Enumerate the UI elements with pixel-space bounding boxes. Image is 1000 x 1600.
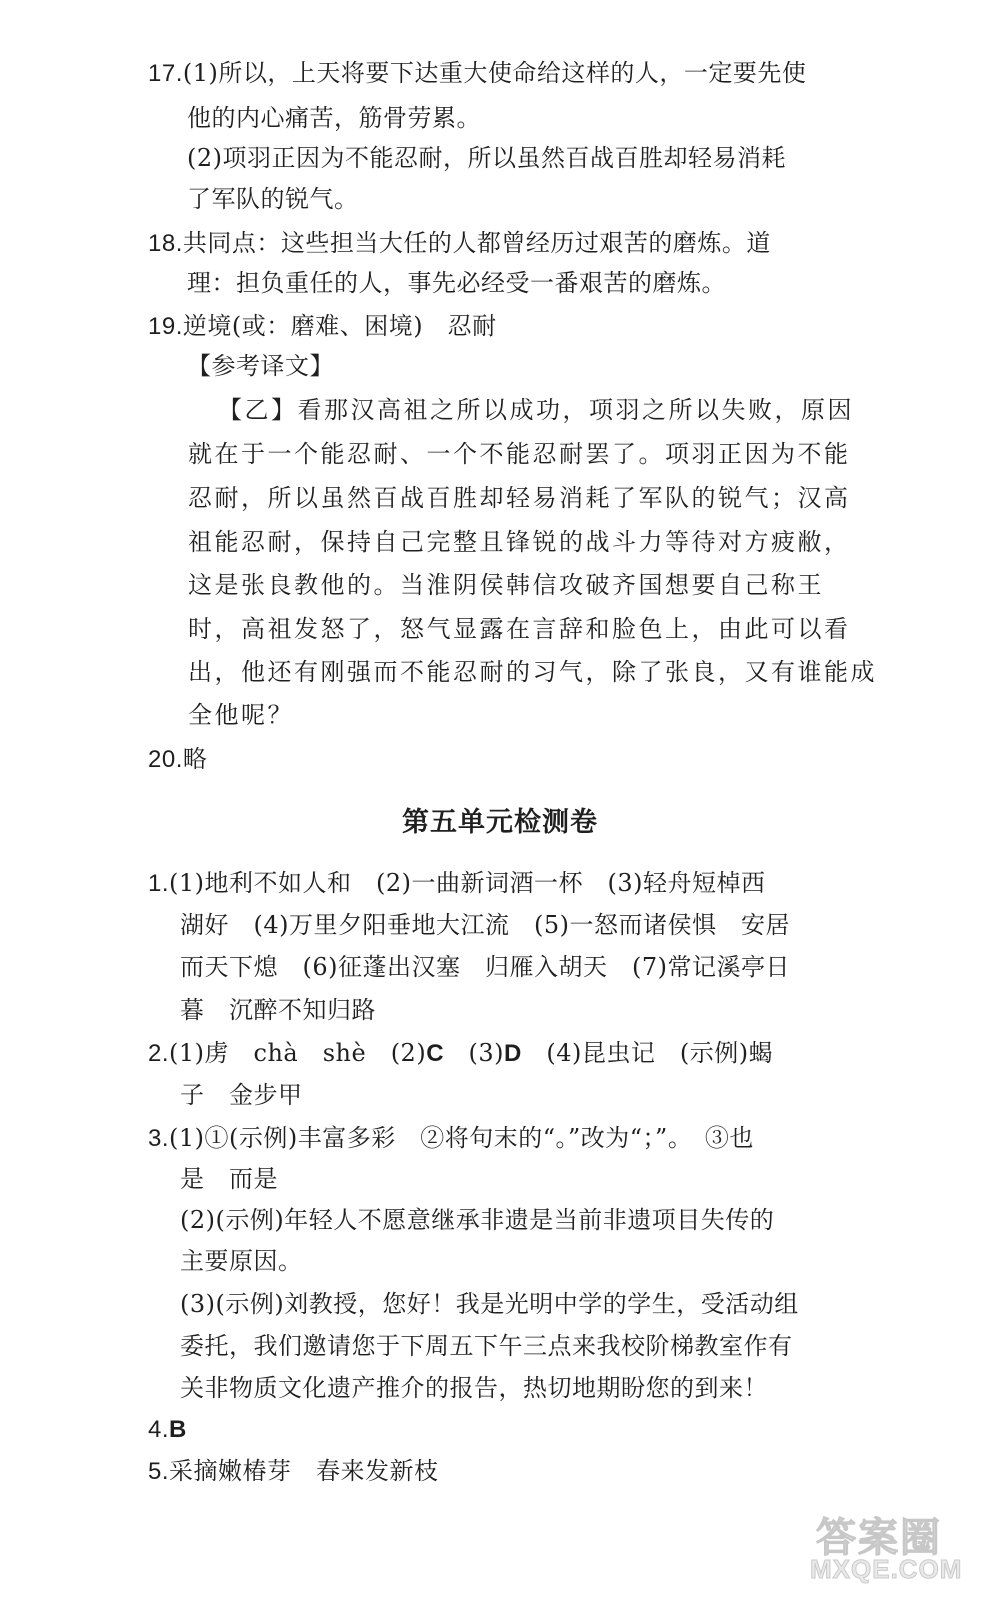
unit5-q2-number: 2.: [148, 1040, 170, 1067]
unit5-q3-text-6: 委托，我们邀请您于下周五下午三点来我校阶梯教室作有: [180, 1332, 793, 1360]
unit5-q1-text-3: 而天下熄 (6)征蓬出汉塞 归雁入胡天 (7)常记溪亭日: [180, 953, 790, 981]
watermark-bottom-text: MXQE.COM: [810, 1554, 963, 1584]
unit5-q1-text-1: (1)地利不如人和 (2)一曲新词酒一杯 (3)轻舟短棹西: [169, 869, 766, 897]
q18-text-1: 共同点：这些担当大任的人都曾经历过艰苦的磨炼。道: [182, 229, 771, 257]
unit5-q3-number: 3.: [148, 1125, 170, 1152]
q18-text-2: 理：担负重任的人，事先必经受一番艰苦的磨炼。: [187, 269, 726, 297]
q17-line-1: [148, 56, 806, 91]
watermark-top-text: 答案圈: [816, 1515, 942, 1561]
q20-number: 20.: [148, 746, 183, 773]
unit5-q2-line-1: [148, 1036, 773, 1071]
q17-part2-text-2: 了军队的锐气。: [187, 185, 359, 213]
unit5-q2-text-2: 子 金步甲: [180, 1081, 303, 1109]
unit5-q2-answer-c: C: [426, 1040, 445, 1067]
unit5-q5-number: 5.: [148, 1458, 170, 1485]
unit5-q2-answer-d: D: [504, 1040, 522, 1067]
unit5-q3-text-7: 关非物质文化遗产推介的报告，热切地期盼您的到来！: [180, 1374, 768, 1402]
q19-line-1: [148, 309, 497, 344]
q17-number: 17.: [148, 60, 183, 87]
q19-text-1: 逆境(或：磨难、困境) 忍耐: [182, 312, 497, 340]
reference-translation-line-4: 祖能忍耐，保持自己完整且锋锐的战斗力等待对方疲敝，: [188, 528, 851, 556]
reference-translation-heading: 【参考译文】: [187, 352, 334, 380]
reference-translation-line-3: 忍耐，所以虽然百战百胜却轻易消耗了军队的锐气；汉高: [188, 484, 851, 512]
reference-translation-line-6: 时，高祖发怒了，怒气显露在言辞和脸色上，由此可以看: [188, 615, 851, 643]
unit5-q3-text-5: (3)(示例)刘教授，您好！我是光明中学的学生，受活动组: [180, 1290, 799, 1318]
unit5-q3-text-3: (2)(示例)年轻人不愿意继承非遗是当前非遗项目失传的: [180, 1206, 775, 1234]
unit5-q3-text-1: (1)①(示例)丰富多彩 ②将句末的“。”改为“；”。 ③也: [169, 1124, 754, 1152]
unit5-q1-text-2: 湖好 (4)万里夕阳垂地大江流 (5)一怒而诸侯惧 安居: [180, 911, 790, 939]
unit5-q1-number: 1.: [148, 870, 170, 897]
section-title: 第五单元检测卷: [402, 807, 598, 838]
unit5-q5-text-1: 采摘嫩椿芽 春来发新枝: [169, 1457, 439, 1485]
unit5-q2-text-1c: (3): [444, 1039, 505, 1067]
unit5-q4-line-1: [148, 1412, 187, 1447]
unit5-q2-text-1e: (4)昆虫记 (示例)蝎: [521, 1039, 774, 1067]
unit5-q3-text-2: 是 而是: [180, 1165, 278, 1193]
reference-translation-line-8: 全他呢？: [188, 701, 294, 729]
q19-number: 19.: [148, 313, 183, 340]
reference-translation-line-1: 【乙】看那汉高祖之所以成功，项羽之所以失败，原因: [218, 396, 854, 424]
unit5-q3-text-4: 主要原因。: [180, 1247, 303, 1275]
unit5-q2-text-1a: (1)虏 chà shè (2): [169, 1039, 427, 1067]
q18-number: 18.: [148, 230, 183, 257]
unit5-q1-line-1: [148, 866, 766, 901]
unit5-q4-number: 4.: [148, 1416, 170, 1443]
unit5-q3-line-1: [148, 1121, 754, 1156]
reference-translation-line-7: 出，他还有刚强而不能忍耐的习气，除了张良，又有谁能成: [188, 658, 877, 686]
watermark-logo: [810, 1506, 980, 1586]
unit5-q4-answer: B: [169, 1416, 187, 1443]
q20-line-1: [148, 742, 207, 777]
q20-text-1: 略: [182, 745, 208, 773]
unit5-q5-line-1: [148, 1454, 439, 1489]
reference-translation-line-2: 就在于一个能忍耐、一个不能忍耐罢了。项羽正因为不能: [188, 440, 851, 468]
q18-line-1: [148, 226, 771, 261]
q17-part1-text-1: (1)所以，上天将要下达重大使命给这样的人，一定要先使: [182, 59, 807, 87]
q17-part1-text-2: 他的内心痛苦，筋骨劳累。: [187, 104, 481, 132]
q17-part2-text-1: (2)项羽正因为不能忍耐，所以虽然百战百胜却轻易消耗: [187, 144, 786, 172]
unit5-q1-text-4: 暮 沉醉不知归路: [180, 996, 376, 1024]
reference-translation-line-5: 这是张良教他的。当淮阴侯韩信攻破齐国想要自己称王: [188, 571, 824, 599]
